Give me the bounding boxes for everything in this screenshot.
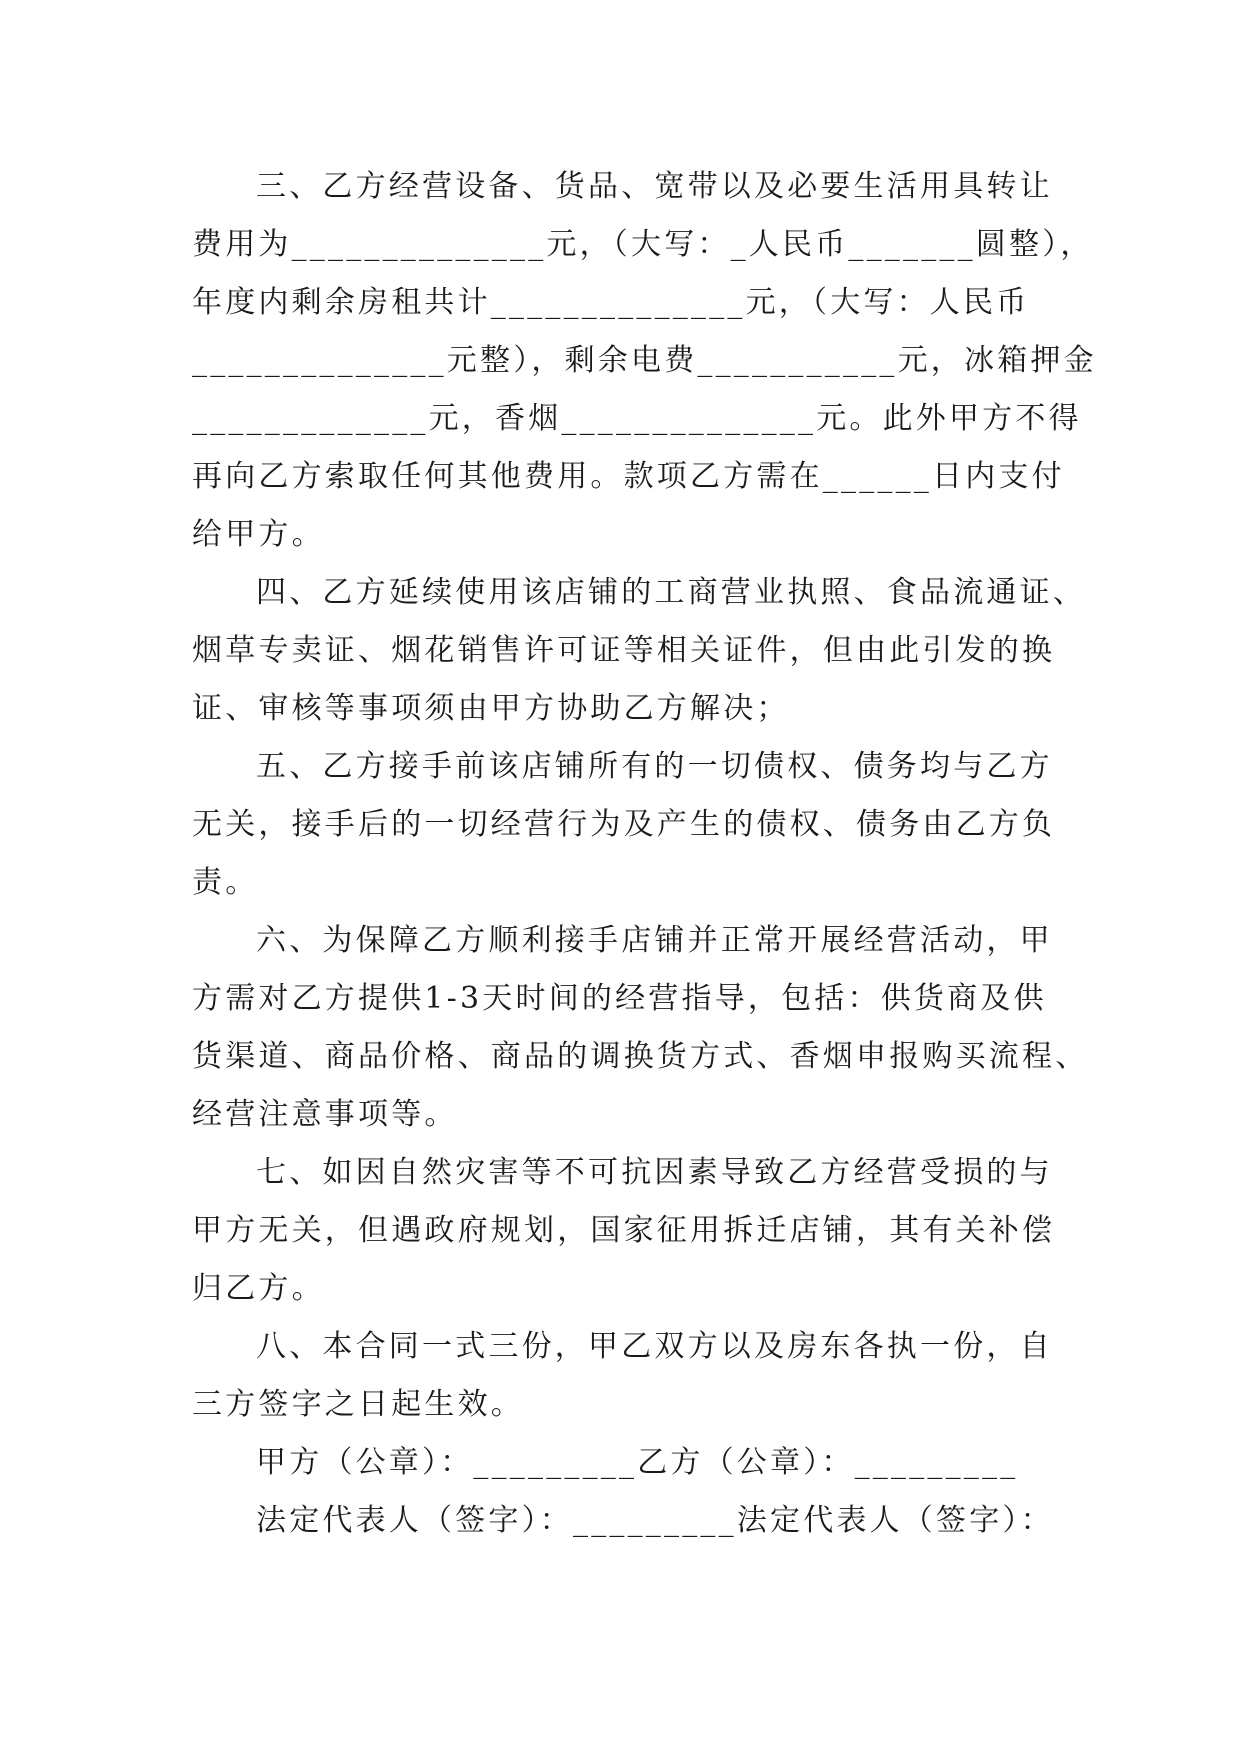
text-line: 责。 (192, 865, 259, 900)
text-line: 甲方无关，但遇政府规划，国家征用拆迁店铺，其有关补偿 (192, 1213, 1056, 1248)
text-line: 年度内剩余房租共计______________元，（大写：人民币 (192, 285, 1030, 320)
text-line: 费用为______________元，（大写：_人民币_______圆整）， (192, 227, 1094, 262)
text-line: 四、乙方延续使用该店铺的工商营业执照、食品流通证、 (256, 575, 1086, 610)
text-line: 烟草专卖证、烟花销售许可证等相关证件，但由此引发的换 (192, 633, 1056, 668)
text-line: 五、乙方接手前该店铺所有的一切债权、债务均与乙方 (256, 749, 1053, 784)
text-line: ______________元整），剩余电费___________元，冰箱押金 (192, 343, 1097, 378)
text-line: 证、审核等事项须由甲方协助乙方解决； (192, 691, 790, 726)
text-line: _____________元，香烟______________元。此外甲方不得 (192, 401, 1082, 436)
text-line: 六、为保障乙方顺利接手店铺并正常开展经营活动，甲 (256, 923, 1053, 958)
signature-line-representative: 法定代表人（签字）：_________法定代表人（签字）： (256, 1503, 1054, 1538)
text-line: 三、乙方经营设备、货品、宽带以及必要生活用具转让 (256, 169, 1053, 204)
contract-body (192, 158, 1097, 1550)
text-line: 八、本合同一式三份，甲乙双方以及房东各执一份，自 (256, 1329, 1053, 1364)
signature-line-seal: 甲方（公章）：_________乙方（公章）：_________ (256, 1445, 1019, 1480)
text-line: 经营注意事项等。 (192, 1097, 458, 1132)
text-line: 无关，接手后的一切经营行为及产生的债权、债务由乙方负 (192, 807, 1056, 842)
text-line: 七、如因自然灾害等不可抗因素导致乙方经营受损的与 (256, 1155, 1053, 1190)
text-line: 给甲方。 (192, 517, 325, 552)
text-line: 归乙方。 (192, 1271, 325, 1306)
text-line: 方需对乙方提供1-3天时间的经营指导，包括：供货商及供 (192, 981, 1047, 1016)
text-line: 货渠道、商品价格、商品的调换货方式、香烟申报购买流程、 (192, 1039, 1089, 1074)
text-line: 三方签字之日起生效。 (192, 1387, 524, 1422)
text-line: 再向乙方索取任何其他费用。款项乙方需在______日内支付 (192, 459, 1065, 494)
